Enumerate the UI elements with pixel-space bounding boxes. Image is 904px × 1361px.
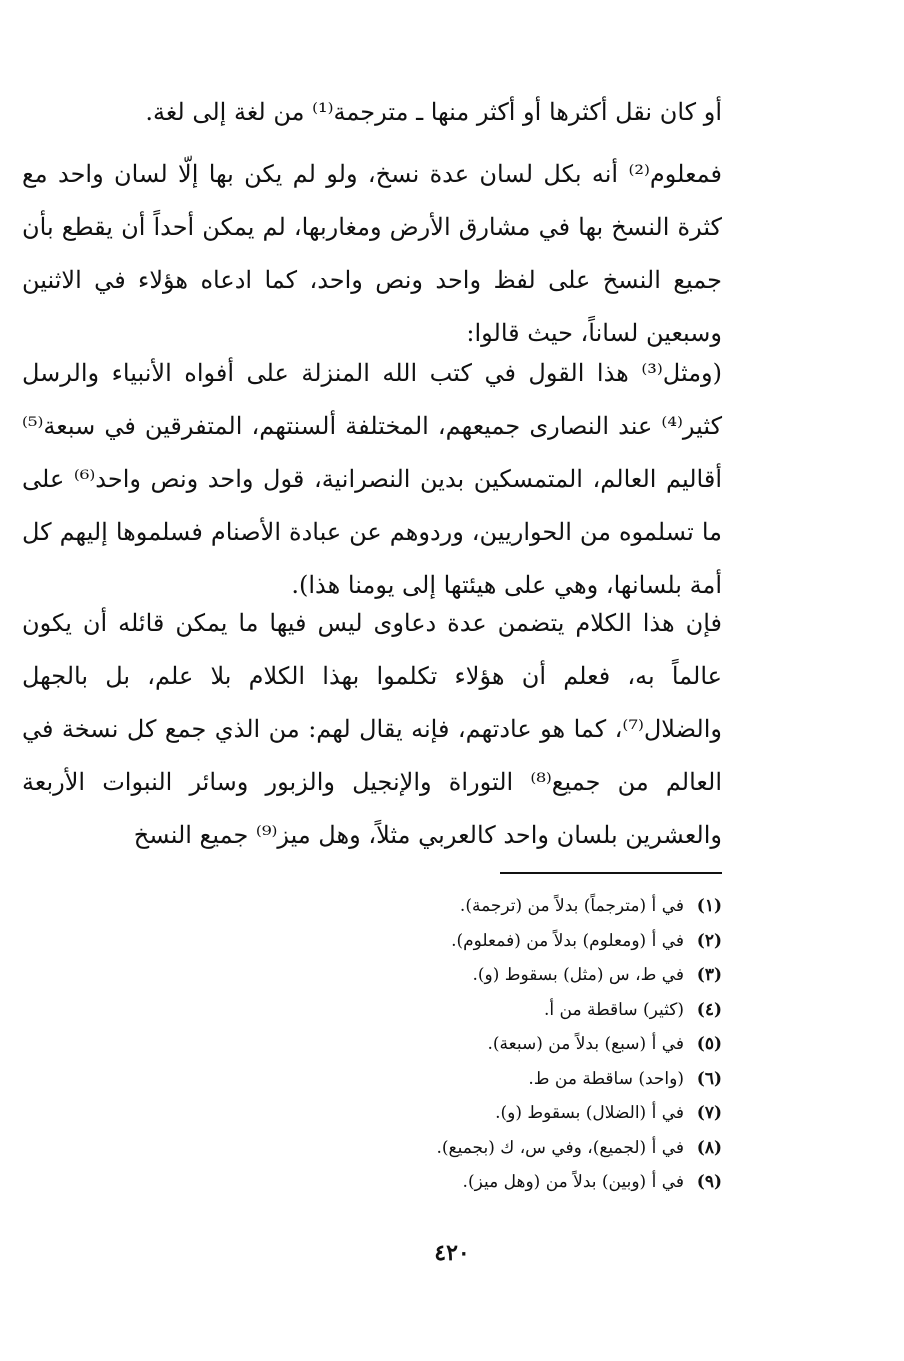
footnote-number: (٥) bbox=[696, 1034, 722, 1054]
footnote-text: في أ (وبين) بدلاً من (وهل ميز). bbox=[462, 1172, 684, 1192]
main-text-block bbox=[22, 86, 722, 139]
paragraph-1: أو كان نقل أكثرها أو أكثر منها ـ مترجمة⁽¹⁾ من لغة إلى لغة. bbox=[145, 98, 722, 126]
footnote-item bbox=[300, 889, 722, 924]
paragraph-3-quote: (ومثل⁽³⁾ هذا القول في كتب الله المنزلة على أفواه الأنبياء والرسل كثير⁽⁴⁾ عند النصارى جميعهم، المختلفة ألسنتهم، المتفرقين في سبعة⁽⁵⁾ أقاليم العالم، المتمسكين بدين النصرانية، قول واحد ونص واحد⁽⁶⁾ على ما تسلموه من الحواريين، وردوهم عن عبادة الأصنام فسلموها إليهم كل أمة بلسانها، وهي على هيئتها إلى يومنا هذا). bbox=[22, 359, 722, 599]
footnotes-list bbox=[300, 889, 722, 1200]
footnote-text: (كثير) ساقطة من أ. bbox=[544, 999, 684, 1020]
footnote-item bbox=[300, 958, 722, 993]
footnote-item bbox=[300, 1027, 722, 1062]
footnote-text: في أ (الضلال) بسقوط (و). bbox=[495, 1103, 684, 1123]
main-text-block bbox=[22, 347, 722, 612]
paragraph-4: فإن هذا الكلام يتضمن عدة دعاوى ليس فيها ما يمكن قائله أن يكون عالماً به، فعلم أن هؤلاء تكلموا بهذا الكلام بلا علم، بل بالجهل والضلال⁽⁷⁾، كما هو عادتهم، فإنه يقال لهم: من الذي جمع كل نسخة في العالم من جميع⁽⁸⁾ التوراة والإنجيل والزبور وسائر النبوات الأربعة والعشرين بلسان واحد كالعربي مثلاً، وهل ميز⁽⁹⁾ جميع النسخ bbox=[22, 609, 722, 849]
footnote-item bbox=[300, 924, 722, 959]
footnote-number: (٢) bbox=[696, 930, 722, 951]
footnote-item bbox=[300, 1165, 722, 1200]
footnote-text: في أ (سبع) بدلاً من (سبعة). bbox=[487, 1034, 684, 1054]
footnote-divider bbox=[500, 872, 722, 874]
paragraph-2: فمعلوم⁽²⁾ أنه بكل لسان عدة نسخ، ولو لم يكن بها إلّا لسان واحد مع كثرة النسخ بها في مشارق الأرض ومغاربها، لم يمكن أحداً أن يقطع بأن جميع النسخ على لفظ واحد ونص واحد، كما ادعاه هؤلاء في الاثنين وسبعين لساناً، حيث قالوا: bbox=[22, 160, 722, 347]
page-number: ٤٢٠ bbox=[434, 1240, 470, 1266]
footnote-text: في ط، س (مثل) بسقوط (و). bbox=[472, 965, 684, 985]
main-text-block bbox=[22, 597, 722, 862]
footnote-item bbox=[300, 1062, 722, 1097]
footnote-number: (٤) bbox=[696, 999, 722, 1020]
footnote-item bbox=[300, 1131, 722, 1166]
footnote-item bbox=[300, 993, 722, 1028]
footnote-number: (٦) bbox=[696, 1068, 722, 1089]
footnote-number: (٣) bbox=[696, 965, 722, 985]
footnote-text: (واحد) ساقطة من ط. bbox=[528, 1068, 684, 1089]
main-text-block bbox=[22, 148, 722, 360]
footnote-number: (٩) bbox=[696, 1172, 722, 1192]
footnote-number: (٧) bbox=[696, 1103, 722, 1123]
footnote-text: في أ (مترجماً) بدلاً من (ترجمة). bbox=[459, 896, 684, 916]
footnote-text: في أ (ومعلوم) بدلاً من (فمعلوم). bbox=[451, 930, 684, 951]
footnote-number: (٨) bbox=[696, 1137, 722, 1158]
footnote-number: (١) bbox=[696, 896, 722, 916]
footnote-text: في أ (لجميع)، وفي س، ك (بجميع). bbox=[436, 1137, 684, 1158]
footnote-item bbox=[300, 1096, 722, 1131]
